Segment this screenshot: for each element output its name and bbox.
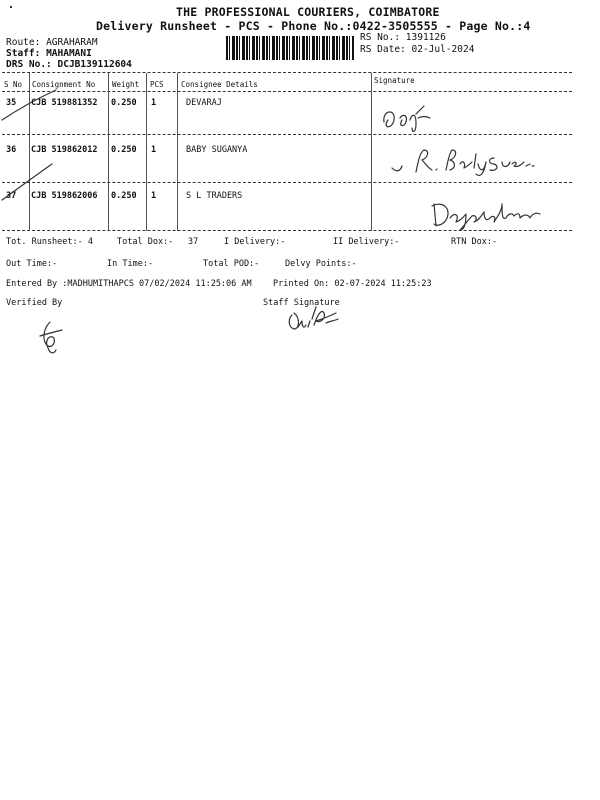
row-sno: 36 bbox=[6, 145, 17, 155]
row-rule bbox=[2, 182, 572, 183]
row-sno: 35 bbox=[6, 98, 17, 108]
ii-delivery: II Delivery:- bbox=[333, 237, 400, 247]
recipient-signature bbox=[390, 144, 540, 178]
route-label: Route: bbox=[6, 37, 41, 48]
row-consignment: CJB 519881352 bbox=[31, 98, 98, 108]
col-divider bbox=[177, 73, 178, 231]
runsheet-title: Delivery Runsheet - PCS - Phone No.:0422-3505555 - Page No.:4 bbox=[96, 19, 531, 33]
corner-dot bbox=[10, 6, 12, 8]
row-weight: 0.250 bbox=[111, 145, 137, 155]
row-pcs: 1 bbox=[151, 191, 157, 201]
rs-date-label: RS Date: bbox=[360, 44, 406, 55]
out-time: Out Time:- bbox=[6, 259, 58, 269]
col-header-signature: Signature bbox=[374, 76, 415, 85]
barcode bbox=[226, 36, 354, 60]
table-top-rule bbox=[2, 72, 572, 73]
recipient-signature bbox=[428, 196, 548, 232]
tot-runsheet: Tot. Runsheet:- 4 bbox=[6, 237, 93, 247]
i-delivery: I Delivery:- bbox=[224, 237, 286, 247]
col-header-sno: S No bbox=[4, 80, 23, 89]
rs-no-value: 1391126 bbox=[405, 32, 446, 43]
total-dox-value: 37 bbox=[188, 237, 199, 247]
row-pcs: 1 bbox=[151, 145, 157, 155]
col-header-consignment: Consignment No bbox=[32, 80, 96, 89]
rs-date-value: 02-Jul-2024 bbox=[411, 44, 475, 55]
rtn-dox: RTN Dox:- bbox=[451, 237, 498, 247]
delvy-points: Delvy Points:- bbox=[285, 259, 357, 269]
route-line bbox=[6, 37, 98, 48]
col-divider bbox=[108, 73, 109, 231]
staff-line bbox=[6, 48, 92, 59]
staff-signature bbox=[286, 305, 346, 335]
col-header-pcs: PCS bbox=[150, 80, 164, 89]
staff-value: MAHAMANI bbox=[46, 48, 92, 59]
printed-on: Printed On: 02-07-2024 11:25:23 bbox=[273, 279, 432, 289]
rs-date-line bbox=[360, 44, 474, 55]
verifier-signature bbox=[36, 318, 66, 358]
staff-signature-label: Staff Signature bbox=[263, 298, 340, 308]
staff-label: Staff: bbox=[6, 48, 41, 59]
row-sno: 37 bbox=[6, 191, 17, 201]
row-rule bbox=[2, 134, 572, 135]
rs-no-line bbox=[360, 32, 446, 43]
row-consignment: CJB 519862012 bbox=[31, 145, 98, 155]
rs-no-label: RS No.: bbox=[360, 32, 401, 43]
verified-by: Verified By bbox=[6, 298, 63, 308]
in-time: In Time:- bbox=[107, 259, 154, 269]
company-title: THE PROFESSIONAL COURIERS, COIMBATORE bbox=[176, 5, 440, 19]
row-consignee: S L TRADERS bbox=[186, 191, 243, 201]
row-pcs: 1 bbox=[151, 98, 157, 108]
col-header-consignee: Consignee Details bbox=[181, 80, 258, 89]
pen-stroke-mark bbox=[0, 88, 60, 128]
drs-value: DCJB139112604 bbox=[57, 59, 132, 70]
route-value: AGRAHARAM bbox=[46, 37, 98, 48]
row-consignment: CJB 519862006 bbox=[31, 191, 98, 201]
total-dox-label: Total Dox:- bbox=[117, 237, 174, 247]
row-consignee: BABY SUGANYA bbox=[186, 145, 248, 155]
entered-by: Entered By :MADHUMITHAPCS 07/02/2024 11:25:06 AM bbox=[6, 279, 252, 289]
drs-label: DRS No.: bbox=[6, 59, 52, 70]
row-weight: 0.250 bbox=[111, 98, 137, 108]
table-header-rule bbox=[2, 91, 572, 92]
recipient-signature bbox=[378, 100, 438, 136]
pen-stroke-mark bbox=[0, 160, 60, 205]
drs-line bbox=[6, 59, 132, 70]
col-divider bbox=[371, 73, 372, 231]
col-divider bbox=[146, 73, 147, 231]
row-weight: 0.250 bbox=[111, 191, 137, 201]
total-pod: Total POD:- bbox=[203, 259, 260, 269]
row-consignee: DEVARAJ bbox=[186, 98, 222, 108]
col-header-weight: Weight bbox=[112, 80, 140, 89]
